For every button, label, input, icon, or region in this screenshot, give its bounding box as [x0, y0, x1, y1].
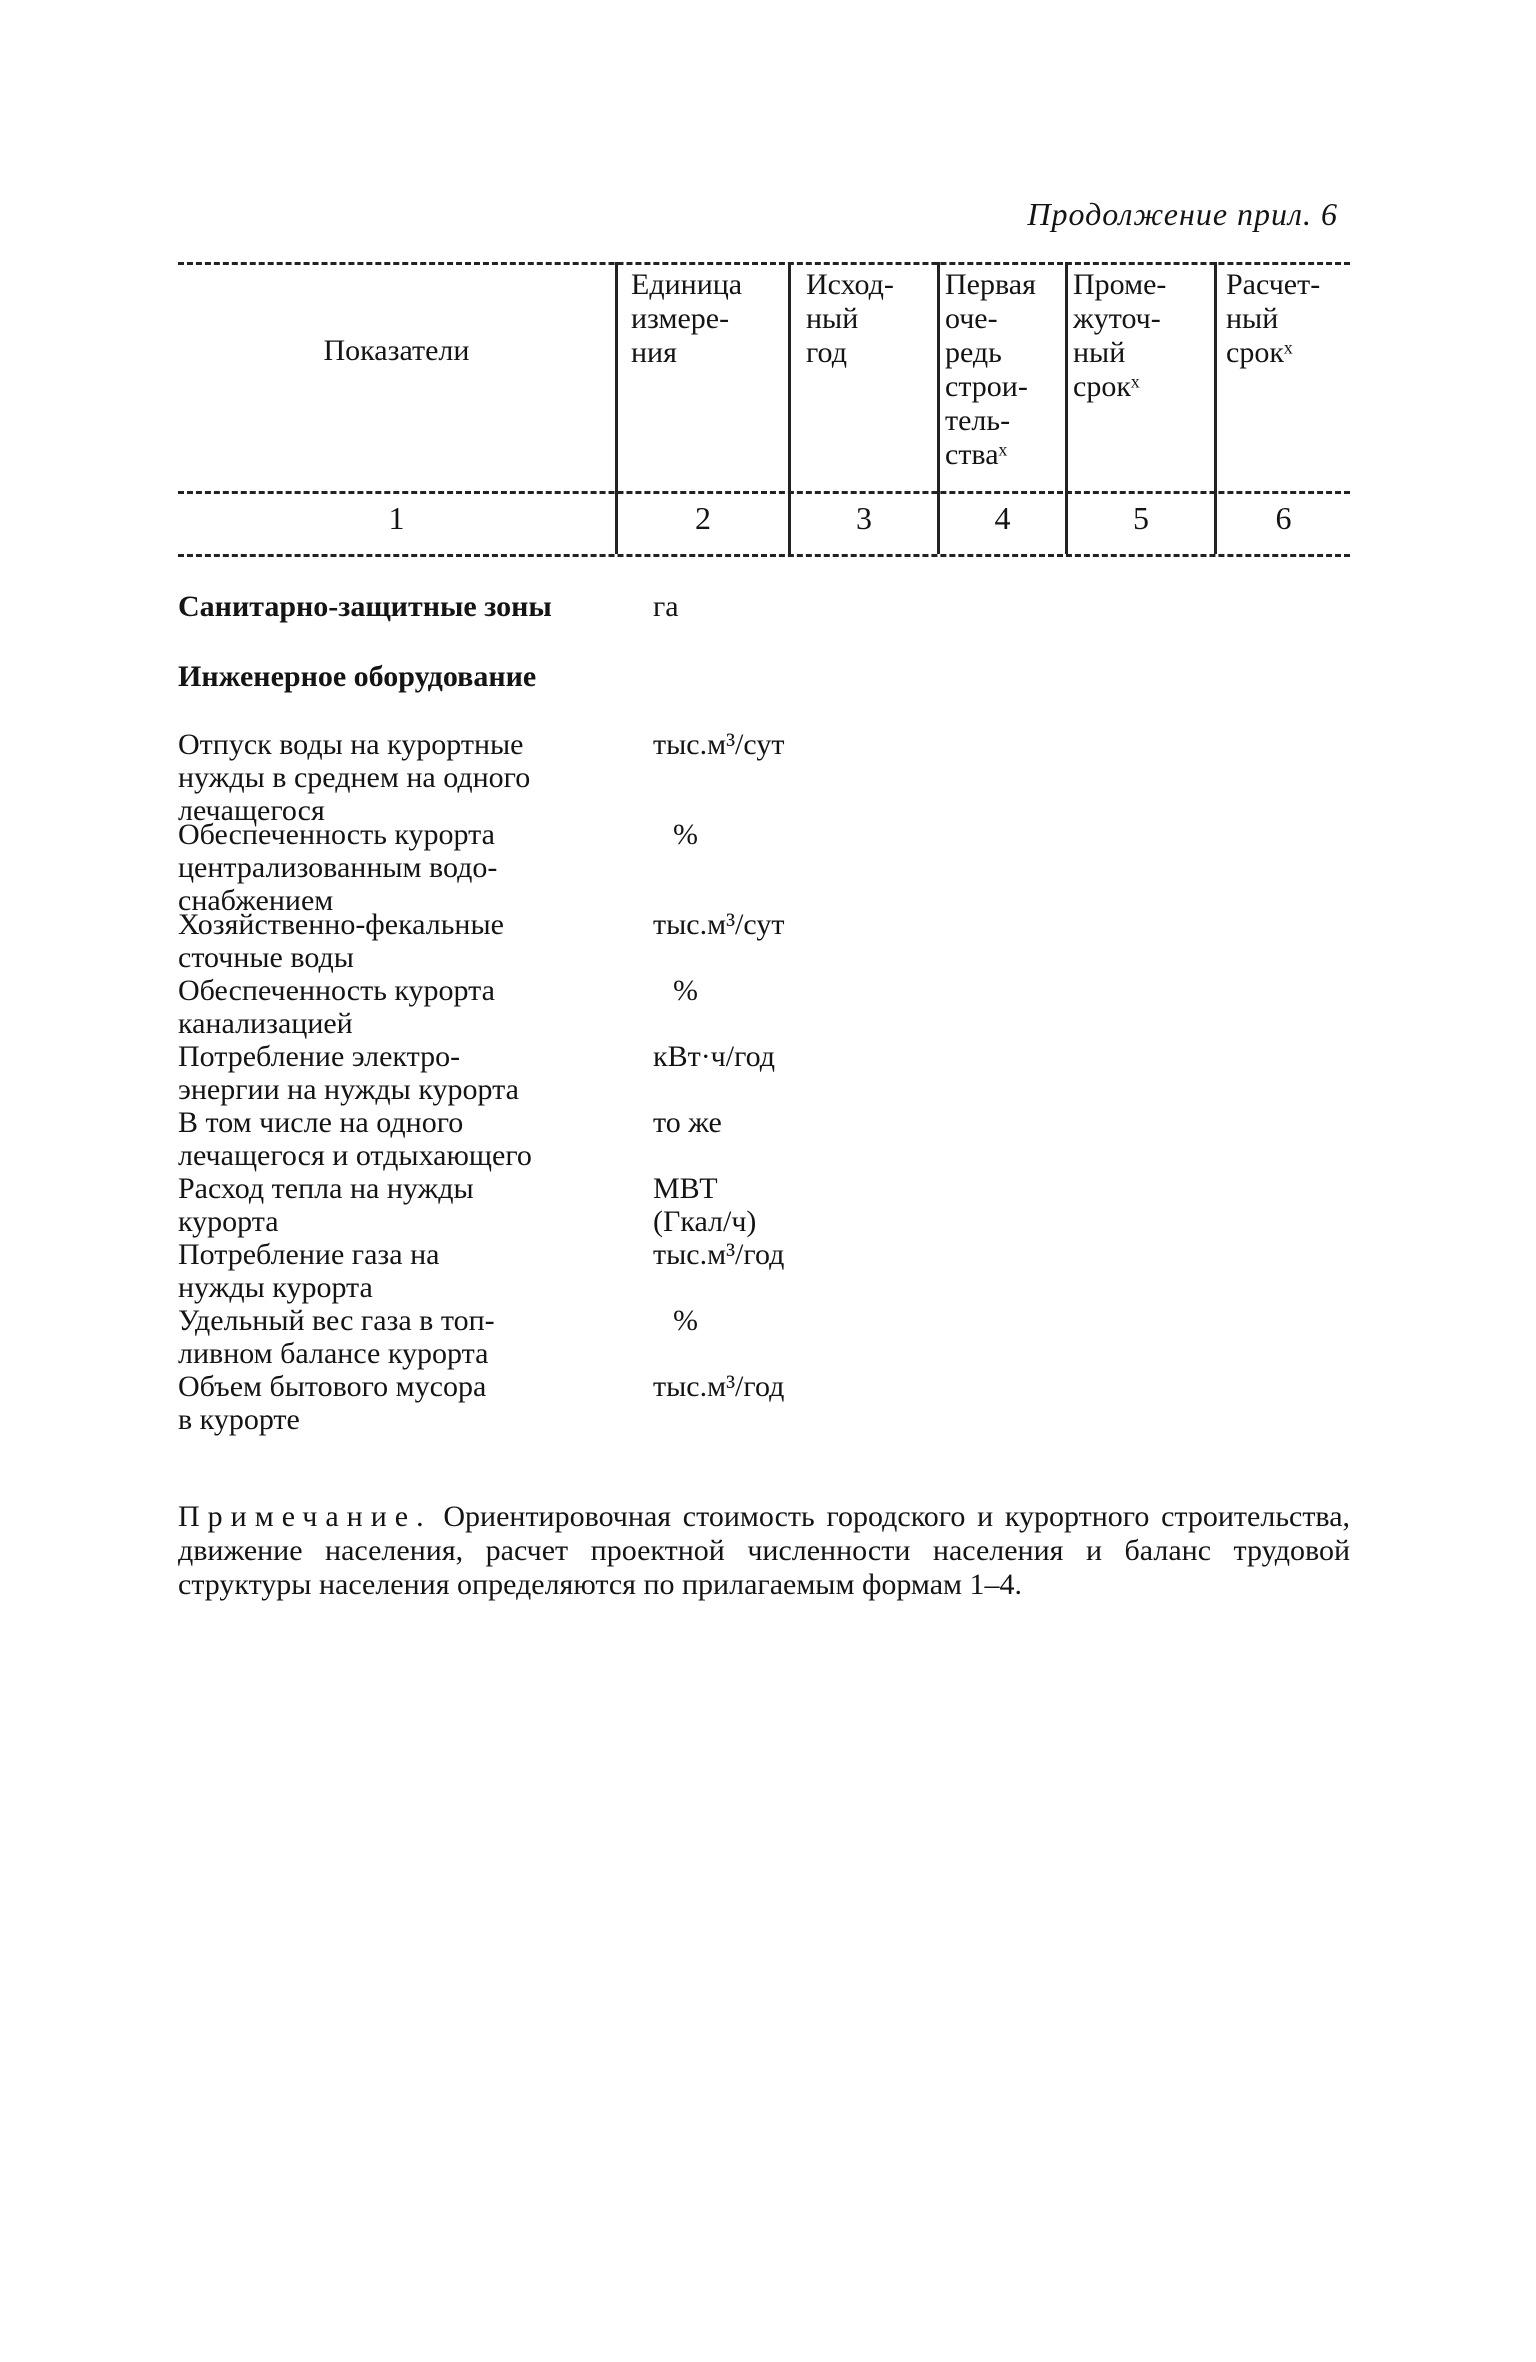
row-unit: % — [673, 1304, 698, 1337]
column-number-4: 4 — [994, 500, 1011, 536]
row-label: Хозяйственно-фекальные сточные воды — [178, 908, 504, 974]
row-label: Обеспеченность курорта централизованным водо- снабжением — [178, 818, 498, 917]
row-unit: га — [653, 590, 679, 623]
row-unit: тыс.м³/сут — [653, 728, 785, 761]
column-number-1: 1 — [388, 500, 405, 536]
row-label: Удельный вес газа в топ- ливном балансе курорта — [178, 1304, 495, 1370]
numbers-bottom-rule — [178, 554, 1350, 557]
note-text: Ориентировочная стоимость городского и курортного строительства, движение населения, расчет проектной численности населения и баланс трудовой структуры населения определяются по прилагаемым формам 1–4. — [178, 1500, 1351, 1601]
row-unit: тыс.м³/год — [653, 1238, 785, 1271]
footnote — [178, 1500, 1350, 1602]
row-unit: тыс.м³/сут — [653, 908, 785, 941]
row-label: Санитарно-защитные зоны — [178, 590, 552, 623]
row-unit: тыс.м³/год — [653, 1370, 785, 1403]
header-indicators: Показатели — [323, 334, 470, 367]
row-unit: % — [673, 818, 698, 851]
row-label: Инженерное оборудование — [178, 660, 537, 693]
header-unit: Единица измере- ния — [631, 268, 743, 369]
column-number-2: 2 — [695, 500, 711, 536]
header-initial-year: Исход- ный год — [806, 268, 894, 369]
row-label: Обеспеченность курорта канализацией — [178, 974, 495, 1040]
row-label: Отпуск воды на курортные нужды в среднем на одного лечащегося — [178, 728, 531, 827]
header-bottom-rule — [178, 491, 1350, 494]
row-label: Потребление газа на нужды курорта — [178, 1238, 440, 1304]
row-unit: кВт·ч/год — [653, 1040, 776, 1073]
column-number-6: 6 — [1275, 500, 1292, 536]
row-label: Расход тепла на нужды курорта — [178, 1172, 474, 1238]
row-unit: % — [673, 974, 698, 1007]
header-first-stage: Первая оче- редь строи- тель- стваˣ — [945, 268, 1036, 471]
row-label: В том числе на одного лечащегося и отдыхающего — [178, 1106, 532, 1172]
row-label: Объем бытового мусора в курорте — [178, 1370, 487, 1436]
row-unit: МВТ (Гкал/ч) — [653, 1172, 757, 1238]
continuation-title: Продолжение прил. 6 — [1027, 196, 1338, 232]
row-unit: то же — [653, 1106, 722, 1139]
note-heading: Примечание. — [178, 1500, 432, 1533]
header-design-term: Расчет- ный срокˣ — [1226, 268, 1321, 369]
row-label: Потребление электро- энергии на нужды курорта — [178, 1040, 519, 1106]
table-top-rule — [178, 262, 1350, 265]
column-number-3: 3 — [856, 500, 872, 536]
column-number-5: 5 — [1133, 500, 1149, 536]
header-intermediate-term: Проме- жуточ- ный срокˣ — [1073, 268, 1167, 403]
